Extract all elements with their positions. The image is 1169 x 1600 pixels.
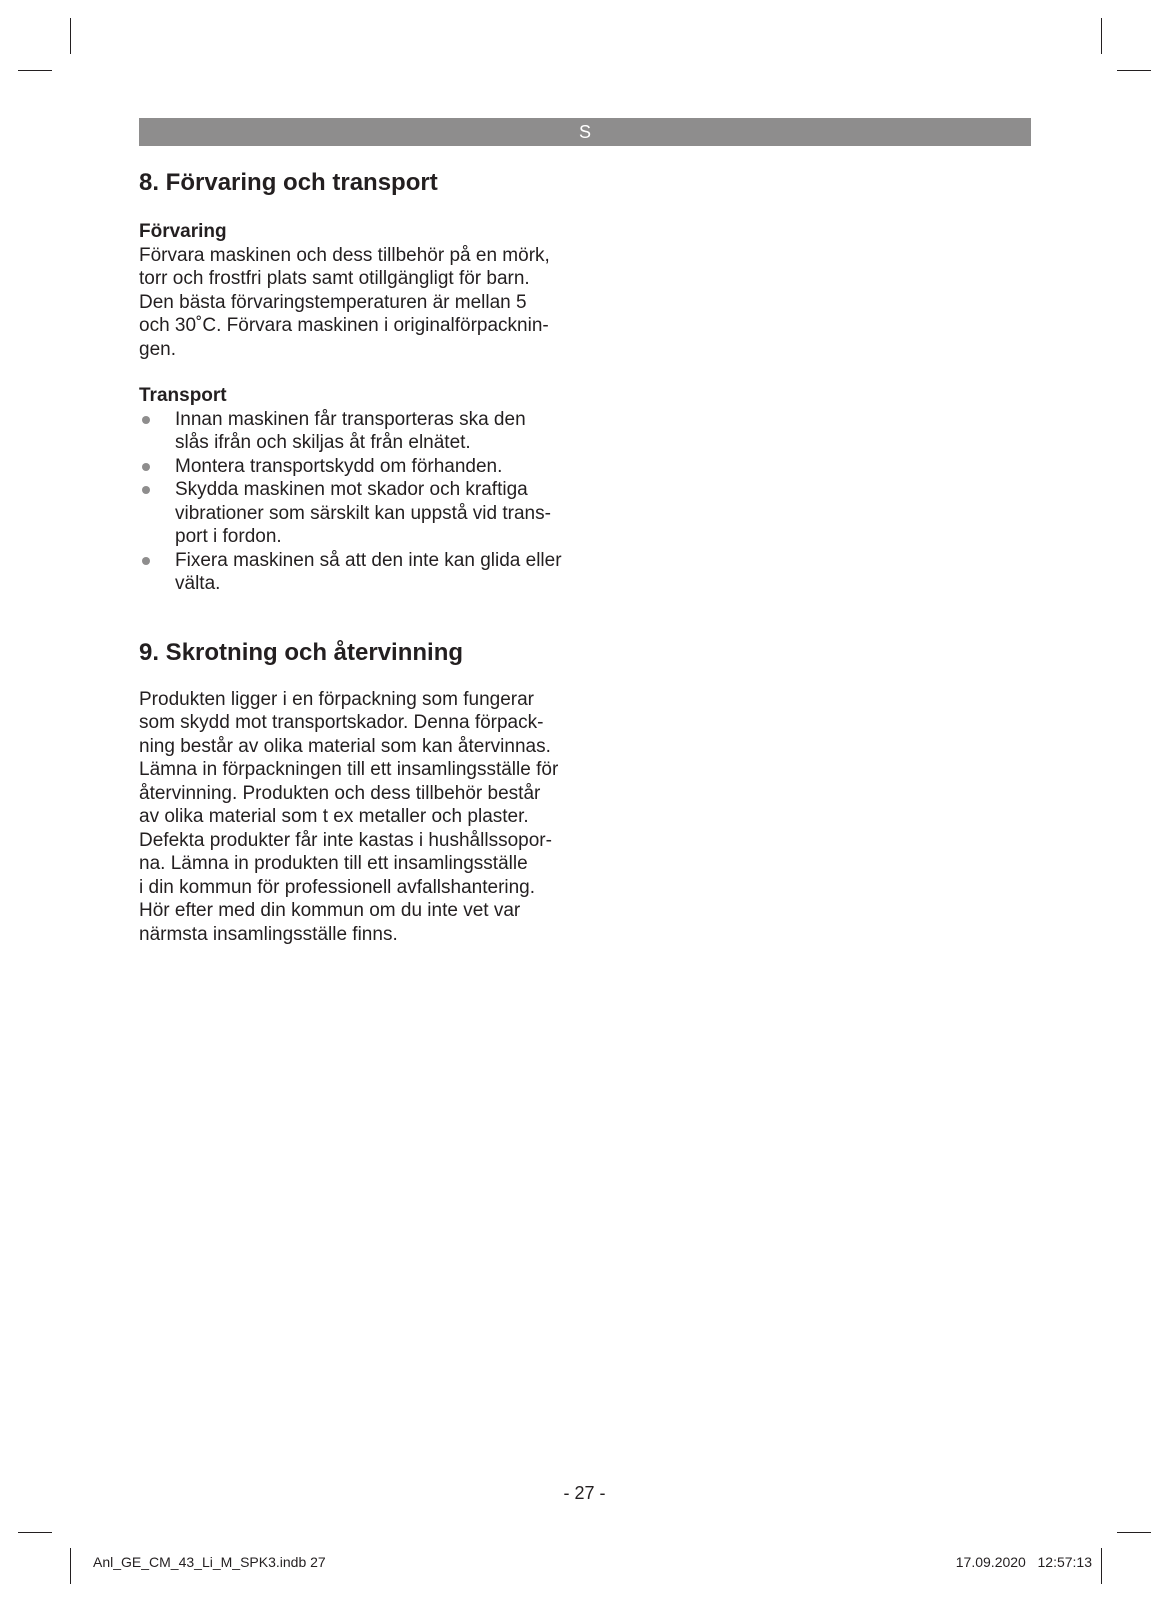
crop-mark-bottom-left-vertical (70, 1548, 71, 1584)
crop-mark-top-left-vertical (70, 18, 71, 54)
list-item-text: Skydda maskinen mot skador och kraftiga vibrationer som särskilt kan uppstå vid trans- port i fordon. (175, 479, 551, 547)
list-item (139, 478, 579, 549)
crop-mark-bottom-left-horizontal (18, 1532, 52, 1533)
list-item (139, 408, 579, 455)
crop-mark-bottom-right-horizontal (1117, 1532, 1151, 1533)
list-item-text: Montera transportskydd om förhanden. (175, 455, 503, 477)
language-bar (139, 118, 1031, 146)
bullet-icon (142, 416, 150, 424)
storage-text: Förvara maskinen och dess tillbehör på en mörk, torr och frostfri plats samt otillgängligt för barn. Den bästa förvaringstemperaturen är mellan 5 och 30˚C. Förvara maskinen i originalförpacknin- gen. (139, 244, 550, 360)
crop-mark-top-left-horizontal (18, 70, 52, 71)
section-9-title: 9. Skrotning och återvinning (139, 638, 464, 666)
recycling-text: Produkten ligger i en förpackning som fungerar som skydd mot transportskador. Denna förpack- ning består av olika material som kan återvinnas. Lämna in förpackningen till ett insamlingsställe för återvinning. Produkten och dess tillbehör består av olika material som t ex metaller och plaster. Defekta produkter får inte kastas i hushållssopor- na. Lämna in produkten till ett insamlingsställe i din kommun för professionell avfallshantering. Hör efter med din kommun om du inte vet var närmsta insamlingsställe finns. (139, 688, 559, 945)
crop-mark-bottom-right-vertical (1101, 1548, 1102, 1584)
print-timestamp: 17.09.2020 12:57:13 (955, 1554, 1092, 1570)
bullet-icon (142, 557, 150, 565)
list-item (139, 455, 579, 479)
list-item (139, 549, 579, 596)
section-8-title: 8. Förvaring och transport (139, 169, 438, 196)
storage-heading: Förvaring (139, 221, 227, 242)
list-item-text: Fixera maskinen så att den inte kan glida eller välta. (175, 549, 562, 594)
language-code: S (578, 122, 591, 142)
crop-mark-top-right-horizontal (1117, 70, 1151, 71)
bullet-icon (142, 486, 150, 494)
bullet-icon (142, 463, 150, 471)
list-item-text: Innan maskinen får transporteras ska den slås ifrån och skiljas åt från elnätet. (175, 408, 526, 453)
crop-mark-top-right-vertical (1101, 18, 1102, 54)
page-content (139, 168, 579, 946)
transport-list (139, 408, 579, 596)
file-slug: Anl_GE_CM_43_Li_M_SPK3.indb 27 (93, 1554, 326, 1570)
page-number: - 27 - (563, 1483, 606, 1503)
transport-heading: Transport (139, 385, 227, 406)
